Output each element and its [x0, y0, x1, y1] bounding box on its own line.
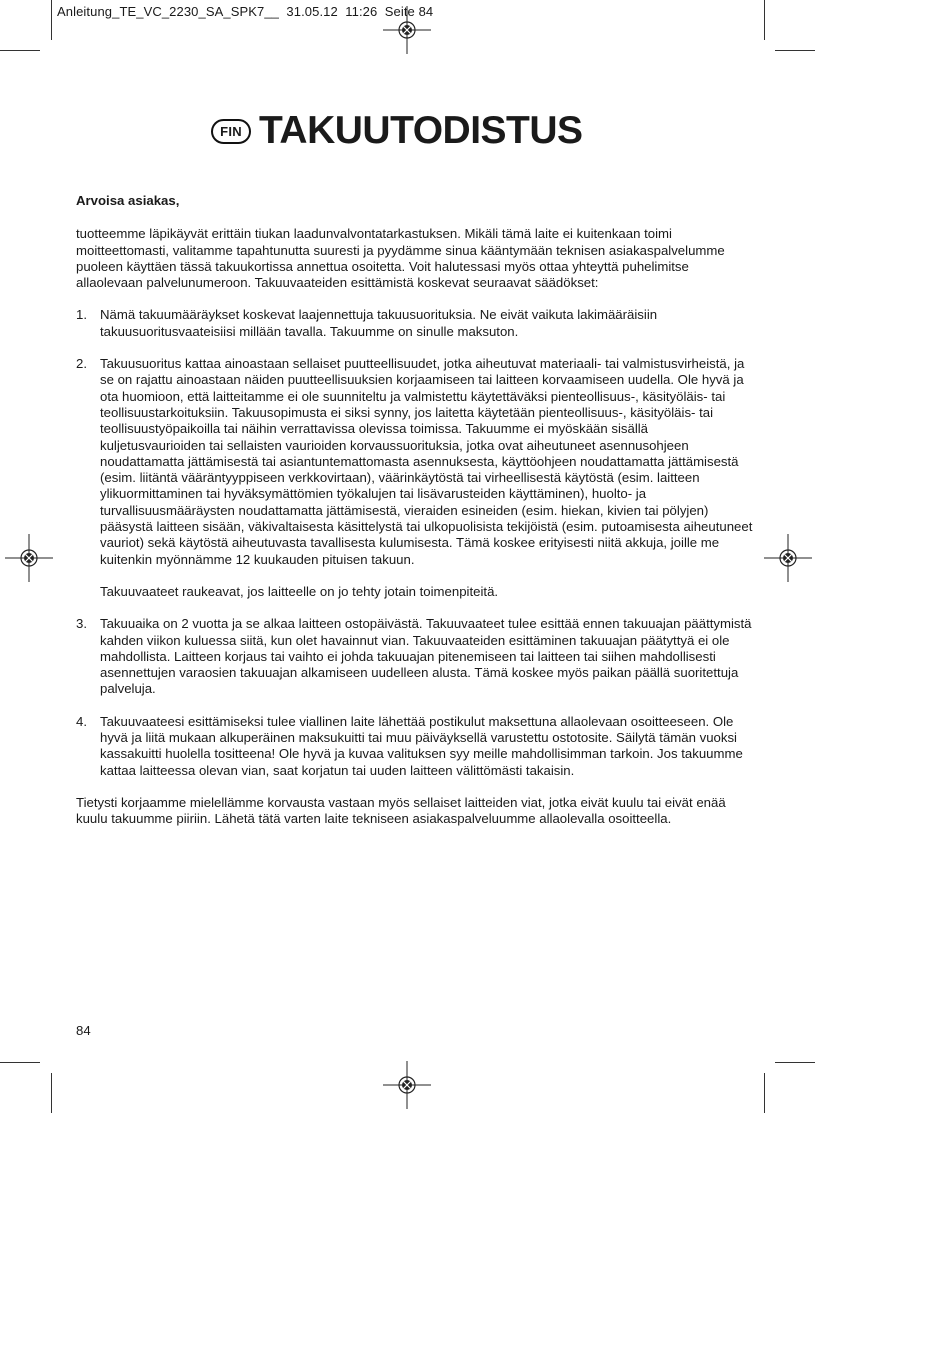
- registration-mark-icon: [383, 6, 431, 54]
- crop-mark-top-left-vertical: [51, 0, 52, 40]
- crop-mark-bottom-left-horizontal: [0, 1062, 40, 1063]
- list-item-text: Takuuaika on 2 vuotta ja se alkaa laitteen ostopäivästä. Takuuvaateet tulee esittää ennen takuuajan päättymistä kahden viikon kuluessa siitä, kun olet havainnut vian. Takuuvaateiden esittäminen takuuajan päätyttyä ei ole mahdollista. Laitteen korjaus tai vaihto ei johda takuuajan pitenemiseen tai laitteen tai siihen mahdollisesti asennettujen varaosien takuuajan alkamiseen uudelleen alusta. Tämä koskee myös paikan päällä suoritettuja palveluja.: [100, 616, 752, 697]
- print-slug: Anleitung_TE_VC_2230_SA_SPK7__ 31.05.12 11:26 Seite 84: [57, 4, 434, 19]
- page-header: [211, 106, 583, 156]
- registration-mark-icon: [764, 534, 812, 582]
- terms-list: [76, 307, 756, 778]
- crop-mark-bottom-right-vertical: [764, 1073, 765, 1113]
- list-item: [76, 616, 756, 697]
- crop-mark-top-right-horizontal: [775, 50, 815, 51]
- page-title: TAKUUTODISTUS: [259, 109, 583, 152]
- registration-mark-icon: [383, 1061, 431, 1109]
- list-item-text: Nämä takuumääräykset koskevat laajennettuja takuusuorituksia. Ne eivät vaikuta lakimääräisiin takuusuoritusvaateisiisi millään tavalla. Takuumme on sinulle maksuton.: [100, 307, 658, 339]
- crop-mark-top-left-horizontal: [0, 50, 40, 51]
- greeting: Arvoisa asiakas,: [76, 193, 180, 208]
- list-item-text: Takuuvaateesi esittämiseksi tulee viallinen laite lähettää postikulut maksettuna allaolevaan osoitteeseen. Ole hyvä ja liitä mukaan alkuperäinen maksukuitti tai muu päiväyksellä varustettu ostotosite. Säilytä tämän vuoksi kassakuitti huolella tositteena! Ole hyvä ja kuvaa valituksen syy meille mahdollisimman tarkoin. Jos takuumme kattaa laitteessa olevan vian, saat korjatun tai uuden laitteen välittömästi takaisin.: [100, 713, 743, 778]
- list-item-number: 1.: [76, 307, 87, 323]
- closing-paragraph: Tietysti korjaamme mielellämme korvausta vastaan myös sellaiset laitteiden viat, jotka eivät kuulu tai eivät enää kuulu takuumme piiriin. Lähetä tätä varten laite tekniseen asiakaspalveluumme allaolevalla osoitteella.: [76, 794, 726, 827]
- list-item: [76, 356, 756, 600]
- page-number: 84: [76, 1023, 91, 1038]
- crop-mark-top-right-vertical: [764, 0, 765, 40]
- list-item-text: Takuusuoritus kattaa ainoastaan sellaiset puutteellisuudet, jotka aiheutuvat materiaali- tai valmistusvirheistä, ja se on rajattu ainoastaan näiden puutteellisuuksien korjaamiseen tai laitteen korvaamiseen uudella. Ole hyvä ja ota huomioon, että laitteitamme ei ole suunniteltu ja valmistettu käytettäväksi pienteollisuus-, käsityöläis- tai teollisuustarkoituksiin. Takuusopimusta ei siksi synny, jos laitetta käytetään pienteollisuus-, käsityöläis- tai teollisuustyöpaikoilla tai näihin verrattavissa olevissa toimissa. Takuumme ei myöskään sisällä kuljetusvaurioiden tai sellaisten vaurioiden korvaussuorituksia, jotka ovat aiheutuneet asennusohjeen noudattamatta jättämisestä tai asiantuntemattomasta asennuksesta, käyttöohjeen noudattamatta jättämisestä (esim. liitäntä vääräntyyppiseen verkkovirtaan), väärinkäytöstä tai virheellisestä käytöstä (esim. laitteen ylikuormittaminen tai hyväksymättömien työkalujen tai lisävarusteiden käyttäminen), huolto- ja turvallisuusmääräysten noudattamatta jättämisestä, vieraiden esineiden (esim. hiekan, kivien tai pölyjen) pääsystä laitteen sisään, väkivaltaisesta käsittelystä tai ulkopuolisista tekijöistä (esim. putoamisesta aiheutuneet vauriot) sekä käytöstä aiheutuvasta tavallisesta kulumisesta. Tämä koskee erityisesti niitä akkuja, joille me kuitenkin myönnämme 12 kuukauden pituisen takuun.: [100, 356, 753, 567]
- list-item: [76, 714, 756, 779]
- list-item-number: 4.: [76, 713, 87, 729]
- language-badge: FIN: [211, 119, 251, 144]
- list-item-number: 2.: [76, 356, 87, 372]
- crop-mark-bottom-right-horizontal: [775, 1062, 815, 1063]
- list-item-number: 3.: [76, 616, 87, 632]
- intro-paragraph: tuotteemme läpikäyvät erittäin tiukan laadunvalvontatarkastuksen. Mikäli tämä laite ei kuitenkaan toimi moitteettomasti, valitamme tapahtunutta suuresti ja pyydämme sinua kääntymään teknisen asiakaspalvelumme puoleen käyttäen tässä takuukortissa annettua osoitetta. Voit halutessasi myös ottaa yhteyttä puhelimitse allaolevaan palvelunumeroon. Takuuvaateiden esittämistä koskevat seuraavat säädökset:: [76, 226, 725, 291]
- list-item: [76, 307, 756, 340]
- list-item-note: Takuuvaateet raukeavat, jos laitteelle on jo tehty jotain toimenpiteitä.: [100, 583, 499, 599]
- document-body: [76, 193, 756, 828]
- registration-mark-icon: [5, 534, 53, 582]
- crop-mark-bottom-left-vertical: [51, 1073, 52, 1113]
